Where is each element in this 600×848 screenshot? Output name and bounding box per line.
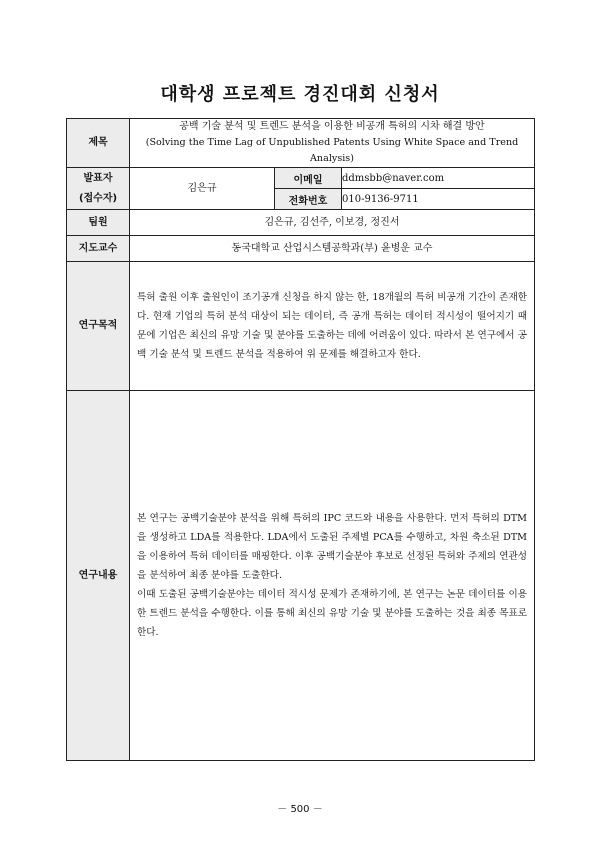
team-label: 팀원 — [67, 210, 130, 236]
email-value: ddmsbb@naver.com — [342, 168, 535, 189]
phone-value: 010-9136-9711 — [342, 189, 535, 210]
subject-title-ko: 공백 기술 분석 및 트렌드 분석을 이용한 비공개 특허의 시차 해결 방안 — [179, 121, 485, 132]
presenter-label-line2: (접수자) — [78, 192, 118, 204]
presenter-label — [67, 168, 130, 210]
application-form-table — [66, 118, 535, 761]
content-cell — [130, 391, 535, 761]
purpose-text: 특허 출원 이후 출원인이 조기공개 신청을 하지 않는 한, 18개월의 특허 비공개 기간이 존재한다. 현재 기업의 특허 분석 대상이 되는 데이터, 즉 공개 특허는 데이터 적시성이 떨어지기 때문에 기업은 최신의 유망 기술 및 분야를 도출하는 데에 어려움이 있다. 따라서 본 연구에서 공백 기술 분석 및 트렌드 분석을 적용하여 위 문제를 해결하고자 한다. — [137, 292, 527, 360]
row-presenter-email — [67, 168, 535, 189]
phone-label: 전화번호 — [275, 189, 342, 210]
row-purpose — [67, 262, 535, 391]
purpose-label: 연구목적 — [67, 262, 130, 391]
email-label: 이메일 — [275, 168, 342, 189]
content-paragraph-1: 본 연구는 공백기술분야 분석을 위해 특허의 IPC 코드와 내용을 사용한다. 먼저 특허의 DTM을 생성하고 LDA를 적용한다. LDA에서 도출된 주제별 PCA를 수행하고, 차원 축소된 DTM을 이용하여 특허 데이터를 매핑한다. 이후 공백기술분야 후보로 선정된 특허와 주제의 연관성을 분석하여 최종 분야를 도출한다. — [137, 513, 527, 581]
team-members: 김은규, 김선주, 이보경, 정진서 — [130, 210, 535, 236]
purpose-cell — [130, 262, 535, 391]
content-paragraph-2: 이때 도출된 공백기술분야는 데이터 적시성 문제가 존재하기에, 본 연구는 논문 데이터를 이용한 트렌드 분석을 수행한다. 이를 통해 최신의 유망 기술 및 분야를 도출하는 것을 최종 목표로 한다. — [137, 589, 527, 638]
row-advisor — [67, 236, 535, 262]
advisor-value: 동국대학교 산업시스템공학과(부) 윤병운 교수 — [130, 236, 535, 262]
presenter-name: 김은규 — [130, 168, 275, 210]
presenter-label-line1: 발표자 — [83, 172, 113, 184]
subject-value — [130, 119, 535, 168]
row-team — [67, 210, 535, 236]
row-subject — [67, 119, 535, 168]
advisor-label: 지도교수 — [67, 236, 130, 262]
row-content — [67, 391, 535, 761]
page-title: 대학생 프로젝트 경진대회 신청서 — [160, 84, 440, 105]
subject-title-en: (Solving the Time Lag of Unpublished Patents Using White Space and Trend Analysis) — [145, 137, 519, 164]
page-number: － 500 － — [277, 804, 323, 815]
content-label: 연구내용 — [67, 391, 130, 761]
subject-label: 제목 — [67, 119, 130, 168]
